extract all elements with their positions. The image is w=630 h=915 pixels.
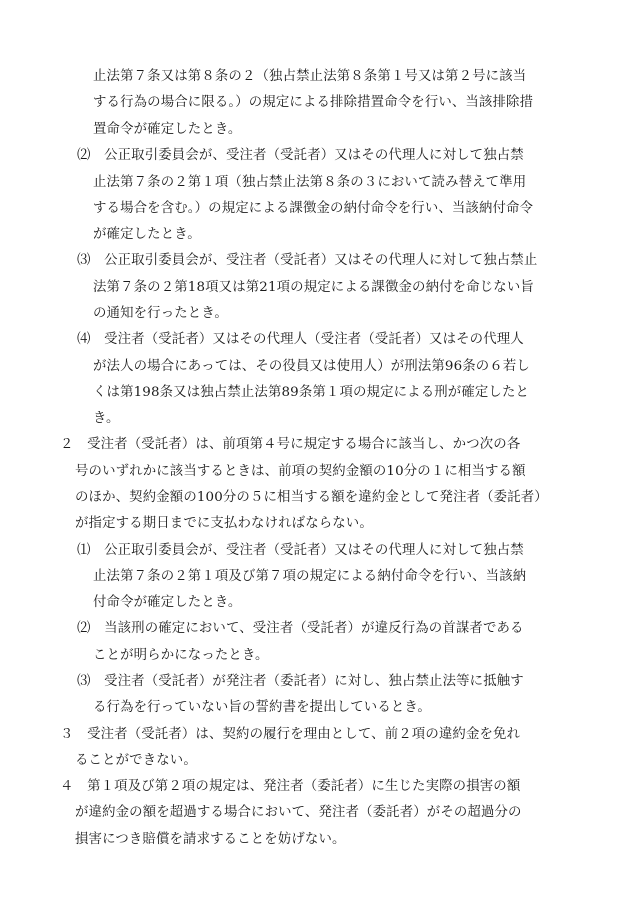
text-line-20: 止法第７条の２第１項及び第７項の規定による納付命令を行い、当該納 [93,569,527,584]
text-line-29: が違約金の額を超過する場合において、発注者（委託者）がその超過分の [75,805,522,820]
text-line-21: 付命令が確定したとき。 [93,595,242,610]
text-line-1: 止法第７条又は第８条の２（独占禁止法第８条第１号又は第２号に該当 [93,69,527,84]
text-line-7: が確定したとき。 [93,227,201,242]
text-line-6: する場合を含む。）の規定による課徴金の納付命令を行い、当該納付命令 [93,201,534,216]
text-line-8: ⑶ 公正取引委員会が、受注者（受託者）又はその代理人に対して独占禁止 [77,253,538,268]
text-line-3: 置命令が確定したとき。 [93,122,242,137]
text-line-11: ⑷ 受注者（受託者）又はその代理人（受注者（受託者）又はその代理人 [77,332,524,347]
text-line-10: の通知を行ったとき。 [93,306,228,321]
text-line-4: ⑵ 公正取引委員会が、受注者（受託者）又はその代理人に対して独占禁 [77,148,524,163]
text-line-24: ⑶ 受注者（受託者）が発注者（委託者）に対し、独占禁止法等に抵触す [77,674,524,689]
text-line-25: る行為を行っていない旨の誓約書を提出しているとき。 [93,700,431,715]
text-line-13: くは第198条又は独占禁止法第89条第１項の規定による刑が確定したと [93,385,530,400]
text-line-2: する行為の場合に限る。）の規定による排除措置命令を行い、当該排除措 [93,95,534,110]
text-line-12: が法人の場合にあっては、その役員又は使用人）が刑法第96条の６若し [93,359,530,374]
text-line-30: 損害につき賠償を請求することを妨げない。 [75,832,346,847]
text-line-15: ２ 受注者（受託者）は、前項第４号に規定する場合に該当し、かつ次の各 [60,437,521,452]
text-line-26: ３ 受注者（受託者）は、契約の履行を理由として、前２項の違約金を免れ [60,727,521,742]
text-line-5: 止法第７条の２第１項（独占禁止法第８条の３において読み替えて準用 [93,175,527,190]
text-line-19: ⑴ 公正取引委員会が、受注者（受託者）又はその代理人に対して独占禁 [77,543,524,558]
text-line-28: ４ 第１項及び第２項の規定は、発注者（委託者）に生じた実際の損害の額 [60,779,521,794]
text-line-27: ることができない。 [75,753,197,768]
text-line-16: 号のいずれかに該当するときは、前項の契約金額の10分の１に相当する額 [75,464,526,479]
text-line-22: ⑵ 当該刑の確定において、受注者（受託者）が違反行為の首謀者である [77,621,524,636]
text-line-17: のほか、契約金額の100分の５に相当する額を違約金として発注者（委託者） [75,490,548,505]
text-line-14: き。 [93,411,120,426]
text-line-9: 法第７条の２第18項又は第21項の規定による課徴金の納付を命じない旨 [93,280,534,295]
text-line-23: ことが明らかになったとき。 [93,648,269,663]
text-line-18: が指定する期日までに支払わなければならない。 [75,516,373,531]
